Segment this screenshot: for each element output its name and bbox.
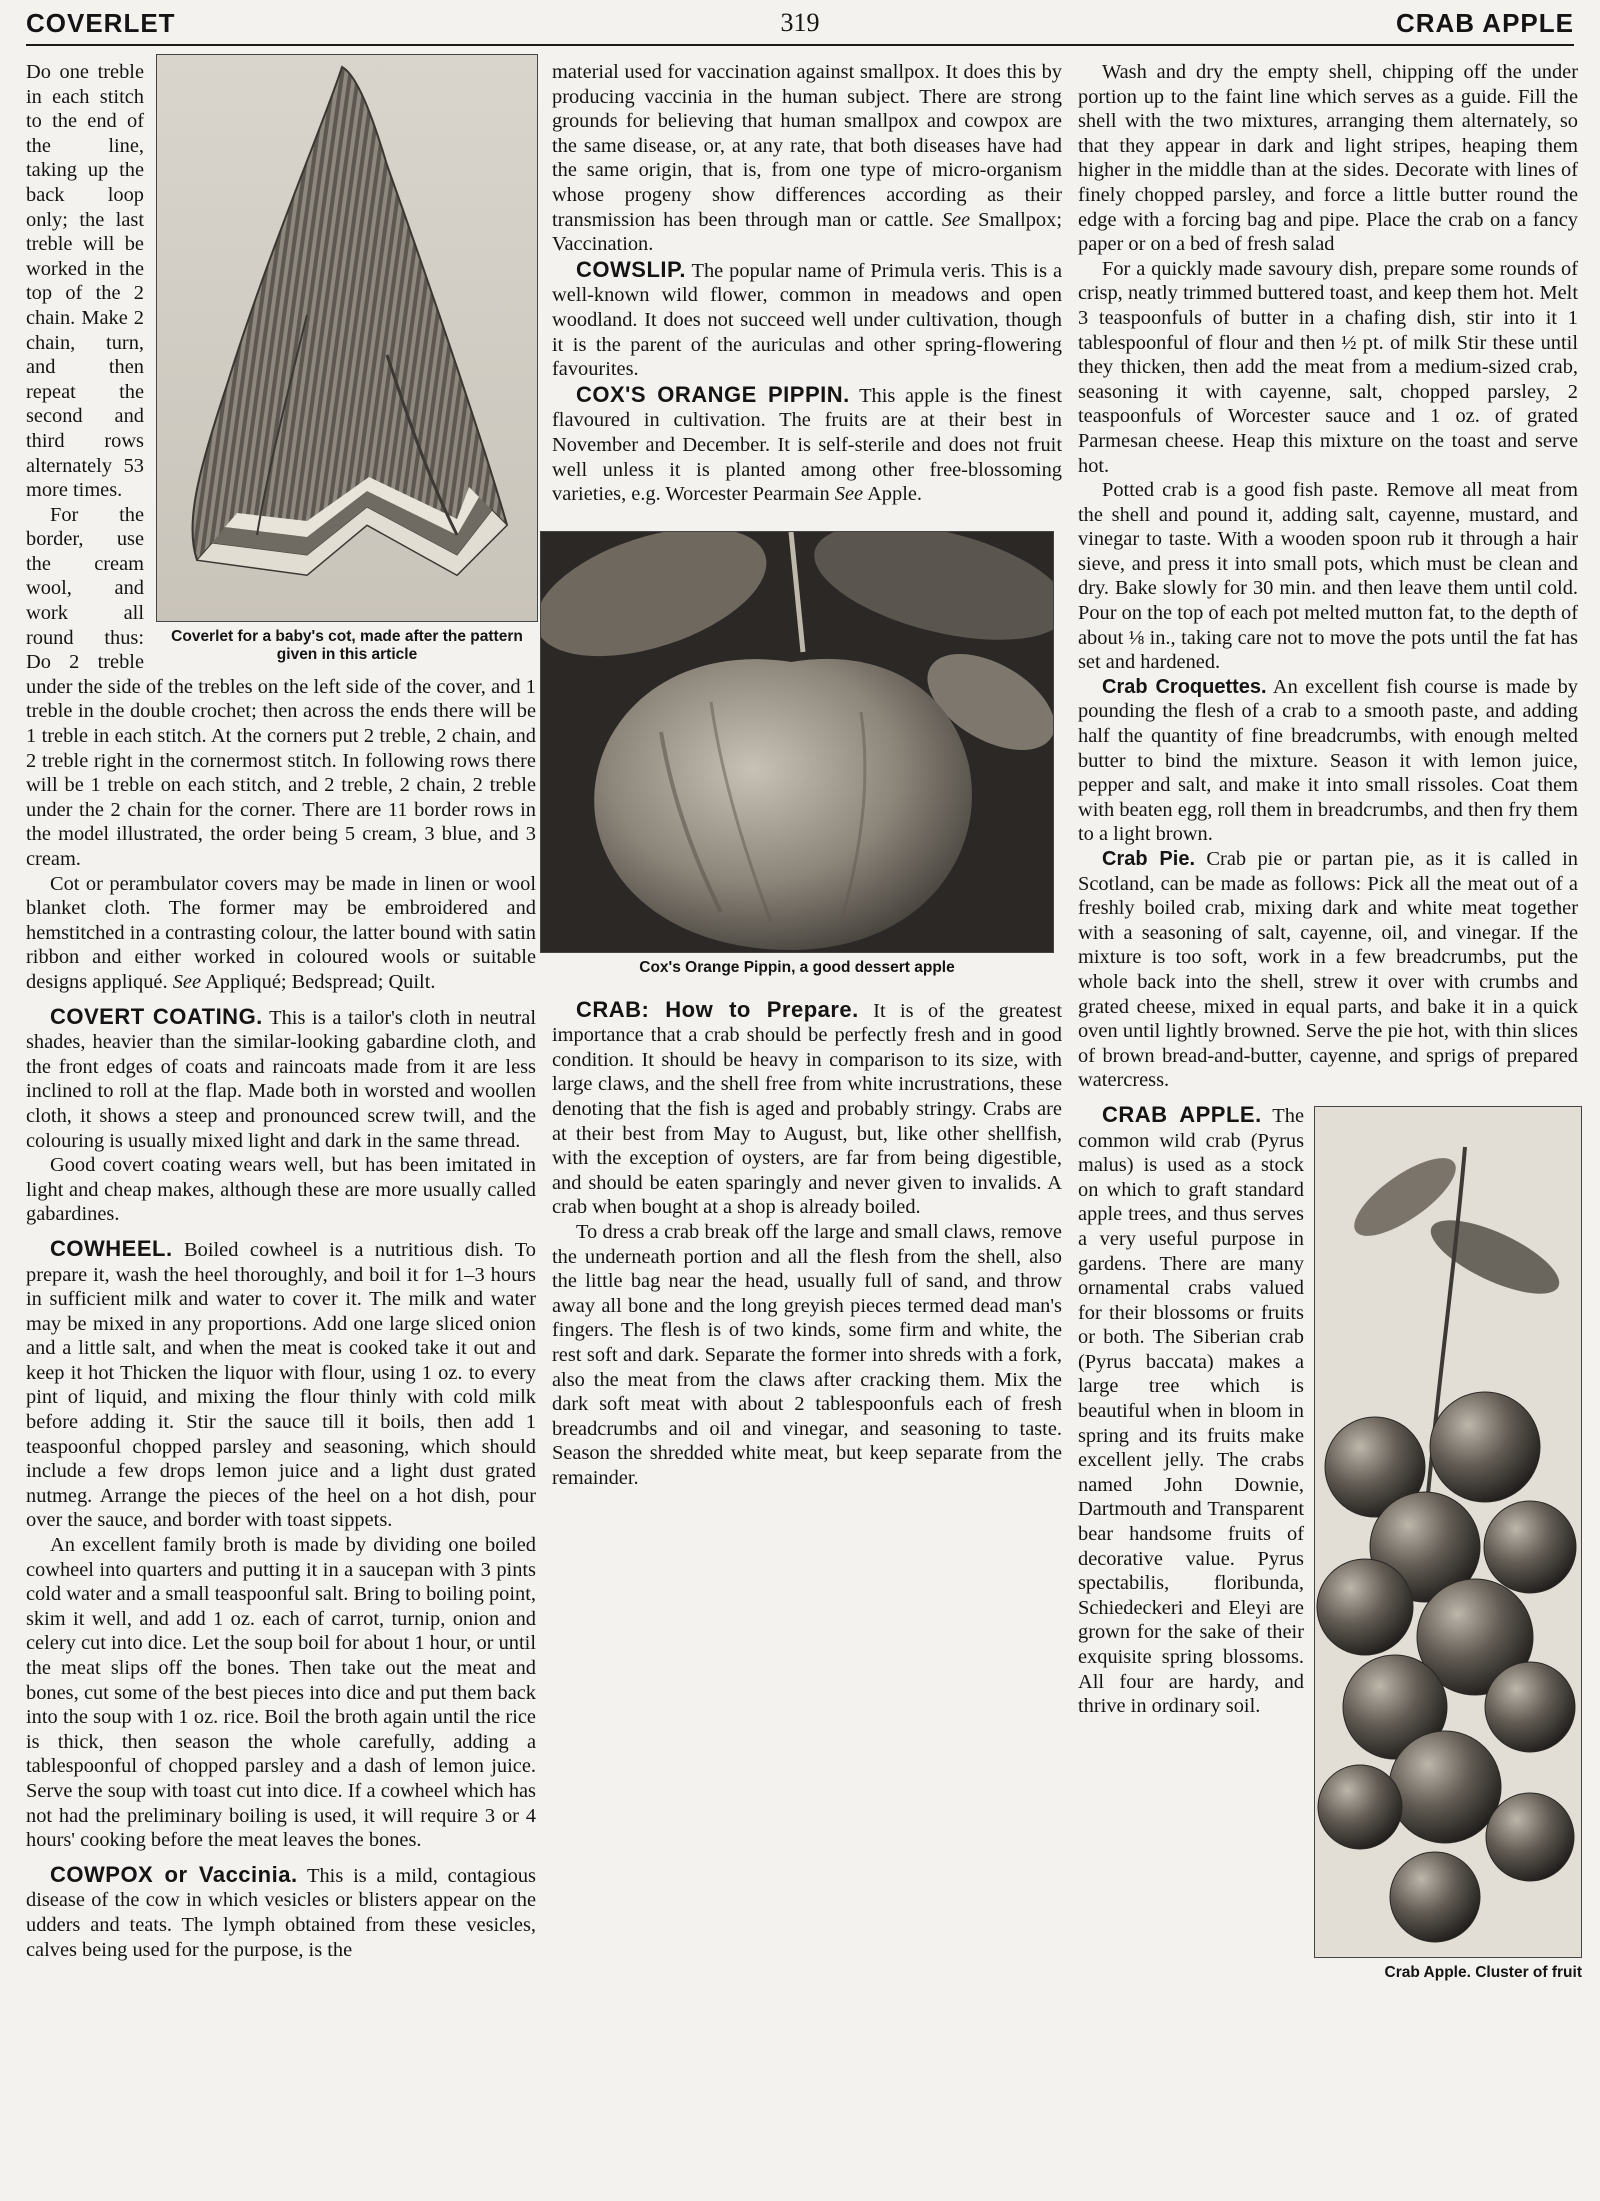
crab-apple-figure bbox=[1314, 1106, 1582, 1986]
covert-paragraph-2: Good covert coating wears well, but has been imitated in light and cheap makes, although these are more usually called gabardines. bbox=[26, 1154, 536, 1226]
page-number: 319 bbox=[780, 8, 820, 37]
entry-heading: CRAB: How to Prepare. bbox=[576, 996, 859, 1022]
coverlet-photo bbox=[156, 54, 538, 622]
coverlet-continuation: Do one treble in each stitch to the end of the line, taking up the back loop only; the last treble will be worked in the top of the 2 chain. Make 2 chain, turn, and then repeat the second and third rows alternately 53 more times. bbox=[26, 61, 144, 502]
pippin-photo bbox=[540, 531, 1054, 953]
entry-cowslip: COWSLIP. The popular name of Primula veris. This is a well-known wild flower, common in meadows and open woodland. It does not succeed well under cultivation, though it is the parent of the auriculas and other spring-flowering favourites. bbox=[552, 256, 1062, 381]
subentry-heading: Crab Croquettes. bbox=[1102, 675, 1267, 698]
cross-references[interactable]: Smallpox; Vaccination. bbox=[552, 208, 1062, 256]
crab-dressing-paragraph: To dress a crab break off the large and small claws, remove the underneath portion and all the flesh from the shell, also the little bag near the head, usually full of sand, and throw away all bone and the long greyish pieces termed dead man's fingers. The flesh is of two kinds, some firm and white, the rest soft and dark. Separate the former into shreds with a fork, also the meat from the claws after cracking them. Mix the dark soft meat with about 2 tablespoonfuls each of fresh breadcrumbs and oil and vinegar, and seasoning to taste. Season the shredded white meat, but keep separate from the remainder. bbox=[552, 1221, 1062, 1489]
cowheel-broth-paragraph: An excellent family broth is made by dividing one boiled cowheel into quarters and putting it in a saucepan with 3 pints cold water and a small teaspoonful salt. Bring to boiling point, skim it well, and add 1 oz. each of carrot, turnip, onion and celery cut into dice. Let the soup boil for about 1 hour, or until the meat slips off the bones. Then take out the meat and bones, cut some of the best pieces into dice and put them back into the soup with 1 oz. rice. Boil the broth again until the rice is thick, then season the whole carefully, adding a tablespoonful of chopped parsley and a dash of lemon juice. Serve the soup with toast cut into dice. If a cowheel which has not had the preliminary boiling is used, it will require 3 or 4 hours' cooking before the meat leaves the bones. bbox=[26, 1534, 536, 1852]
coverlet-figure bbox=[156, 54, 538, 666]
see-reference: See bbox=[834, 483, 864, 506]
cross-references[interactable]: Appliqué; Bedspread; Quilt. bbox=[204, 970, 436, 993]
entry-heading: CRAB APPLE. bbox=[1102, 1101, 1262, 1127]
column-2 bbox=[552, 60, 1062, 1491]
cowpox-continuation: material used for vaccination against smallpox. It does this by producing vaccinia in the human subject. There are strong grounds for believing that human smallpox and cowpox are the same disease, or, at any rate, that both diseases have had the same origin, that is, from one type of micro-organism whose progeny show differences according as their transmission has been through man or cattle. See Smallpox; Vaccination. bbox=[552, 61, 1062, 256]
crab-shell-paragraph: Wash and dry the empty shell, chipping off the under portion up to the faint line which serves as a guide. Fill the shell with the two mixtures, arranging them alternately, so that they appear in dark and light stripes, heaping them higher in the middle than at the sides. Decorate with lines of finely chopped parsley, and force a little butter round the edge with a forcing bag and pipe. Place the crab on a fancy paper or on a bed of fresh salad bbox=[1078, 61, 1578, 256]
pippin-figure bbox=[540, 531, 1054, 977]
entry-covert-coating: COVERT COATING. This is a tailor's cloth in neutral shades, heavier than the similar-looking gabardine cloth, and the front edges of coats and raincoats made from it are less inclined to roll at the flap. Made both in worsted and woollen cloth, it shows a steep and pronounced screw twill, and the colouring is usually mixed light and dark in the same thread. bbox=[26, 1003, 537, 1152]
see-reference: See bbox=[941, 208, 971, 231]
crab-apple-photo bbox=[1314, 1106, 1582, 1958]
entry-crab-apple: CRAB APPLE. The common wild crab (Pyrus malus) is used as a stock on which to graft standard apple trees, and thus serves a very useful purpose in gardens. There are many ornamental crabs valued for their blossoms or fruits or both. The Siberian crab (Pyrus baccata) makes a large tree which is beautiful when in bloom in spring and its fruits make excellent jelly. The crabs named John Downie, Dartmouth and Transparent bear handsome fruits of decorative value. Pyrus spectabilis, floribunda, Schiedeckeri and Eleyi are grown for the sake of their exquisite spring blossoms. All four are hardy, and thrive in ordinary soil. bbox=[1078, 1101, 1304, 1718]
entry-cowpox: COWPOX or Vaccinia. This is a mild, contagious disease of the cow in which vesicles or blisters appear on the udders and teats. The lymph obtained from these vesicles, calves being used for the purpose, is the bbox=[26, 1861, 536, 1961]
coverlet-border-paragraph: For the border, use the cream wool, and work all round thus: Do 2 treble under the side of the trebles on the left side of the cover, and 1 treble in the double crochet; then across the ends there will be 1 treble in each stitch. At the corners put 2 treble, 2 chain, and 2 treble right in the cornermost stitch. In following rows there will be 1 treble on each stitch, and 2 treble, 2 chain, 2 treble under the 2 chain for the corner. There are 11 border rows in the model illustrated, the order being 5 cream, 3 blue, and 3 cream. bbox=[26, 503, 536, 870]
header-rule bbox=[26, 44, 1574, 46]
entry-heading: COWSLIP. bbox=[576, 256, 686, 282]
column-3 bbox=[1078, 60, 1582, 1986]
subentry-crab-pie: Crab Pie. Crab pie or partan pie, as it is called in Scotland, can be made as follows: Pick all the meat out of a freshly boiled crab, mixing dark and white meat together with a seasoning of salt, cayenne, oil, and vinegar. If the mixture is too soft, work in a few breadcrumbs, put the whole back into the shell, strew it over with crumbs and grated cheese, mixed in equal parts, and bake it in a quick oven until lightly browned. Serve the pie hot, with thin slices of brown bread-and-butter, cayenne, and sprigs of prepared watercress. bbox=[1078, 848, 1578, 1092]
header-left-word: COVERLET bbox=[26, 8, 176, 38]
savoury-crab-paragraph: For a quickly made savoury dish, prepare some rounds of crisp, neatly trimmed buttered toast, and keep them hot. Melt 3 teaspoonfuls of butter in a chafing dish, stir into it 1 tablespoonful of flour and then ½ pt. of milk Stir these until they thicken, then add the meat from a medium-sized crab, seasoning it with cayenne, salt, chopped parsley, 2 teaspoonfuls of Worcester sauce and 1 oz. of grated Parmesan cheese. Heap this mixture on the toast and serve hot. bbox=[1078, 257, 1578, 477]
pippin-caption: Cox's Orange Pippin, a good dessert apple bbox=[639, 958, 955, 976]
entry-heading: COWPOX or Vaccinia. bbox=[50, 1861, 298, 1887]
column-1 bbox=[26, 60, 536, 1962]
entry-heading: COVERT COATING. bbox=[50, 1003, 263, 1029]
running-head bbox=[26, 8, 1574, 46]
entry-crab: CRAB: How to Prepare. It is of the greatest importance that a crab should be perfectly fresh and in good condition. It should be heavy in comparison to its size, with large claws, and the shell free from white incrustrations, these denoting that the fish is aged and probably stringy. Crabs are at their best from May to August, but, like other shellfish, with the exception of oysters, are far from being digestible, and should be eaten sparingly and never given to invalids. A crab when bought at a shop is already boiled. bbox=[552, 996, 1062, 1219]
header-right-word: CRAB APPLE bbox=[1395, 8, 1574, 38]
cross-reference[interactable]: Apple. bbox=[867, 483, 923, 506]
coverlet-caption: Coverlet for a baby's cot, made after the pattern given in this article bbox=[171, 628, 523, 663]
potted-crab-paragraph: Potted crab is a good fish paste. Remove all meat from the shell and pound it, adding salt, cayenne, mustard, and vinegar to taste. With a wooden spoon rub it through a hair sieve, and press it into small pots, which must be clean and dry. Bake slowly for 30 min. and then leave them until cold. Pour on the top of each pot melted mutton fat, to the depth of about ⅛ in., taking care not to move the pots until the fat has set and hardened. bbox=[1078, 479, 1578, 674]
subentry-crab-croquettes: Crab Croquettes. An excellent fish course is made by pounding the flesh of a crab to a smooth paste, and adding half the quantity of fine breadcrumbs, with enough melted butter to bind the mixture. Season it with lemon juice, pepper and salt, and make it into small rissoles. Coat them with beaten egg, roll them in breadcrumbs, and then fry them to a light brown. bbox=[1078, 675, 1578, 846]
entry-cowheel: COWHEEL. Boiled cowheel is a nutritious dish. To prepare it, wash the heel thoroughly, and boil it for 1–3 hours in sufficient milk and water to cover it. The milk and water may be mixed in any proportions. Add one large sliced onion and a little salt, and when the meat is cooked take it out and keep it hot Thicken the liquor with flour, using 1 oz. to every pint of liquid, and mixing the flour thinly with cold milk before adding it. Stir the sauce till it boils, then add 1 teaspoonful chopped parsley and seasoning, which should include a few drops lemon juice and a light dust grated nutmeg. Arrange the pieces of the heel on a hot dish, pour over the sauce, and border with toast sippets. bbox=[26, 1235, 536, 1532]
entry-coxs-orange-pippin: COX'S ORANGE PIPPIN. This apple is the finest flavoured in cultivation. The fruits are at their best in November and December. It is self-sterile and does not fruit well unless it is planted among other free-blossoming varieties, e.g. Worcester Pearmain See Apple. bbox=[552, 381, 1062, 506]
entry-heading: COX'S ORANGE PIPPIN. bbox=[576, 381, 850, 407]
crab-apple-caption: Crab Apple. Cluster of fruit bbox=[1384, 1963, 1582, 1981]
entry-heading: COWHEEL. bbox=[50, 1235, 173, 1261]
subentry-heading: Crab Pie. bbox=[1102, 848, 1196, 870]
cot-covers-paragraph: Cot or perambulator covers may be made in linen or wool blanket cloth. The former may be embroidered and hemstitched in a contrasting colour, the latter bound with satin ribbon and either worked in coloured wools or suitable designs appliqué. See Appliqué; Bedspread; Quilt. bbox=[26, 872, 536, 993]
see-reference: See bbox=[172, 970, 201, 993]
